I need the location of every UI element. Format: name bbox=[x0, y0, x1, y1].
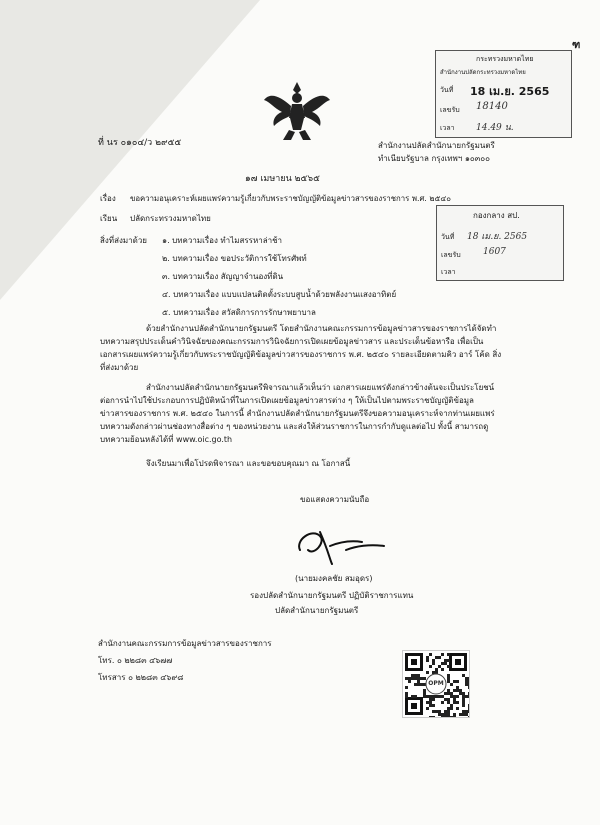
stamp2-no-label: เลขรับ bbox=[441, 251, 461, 259]
stamp2-no-value: 1607 bbox=[483, 247, 506, 257]
reference-number: ที่ นร ๐๑๐๔/ว ๒๙๕๕ bbox=[98, 138, 182, 148]
stamp-org: กระทรวงมหาดไทย bbox=[476, 55, 534, 63]
stamp2-date-value: 18 เม.ย. 2565 bbox=[467, 232, 528, 242]
signature-image bbox=[290, 520, 390, 570]
enclosure-item: ๓. บทความเรื่อง สัญญาจำนองที่ดิน bbox=[162, 272, 284, 281]
stamp2-title: กองกลาง สป. bbox=[473, 211, 520, 220]
footer-telephone: โทร. ๐ ๒๒๘๓ ๔๖๗๗ bbox=[98, 656, 173, 665]
document-date: ๑๗ เมษายน ๒๕๖๕ bbox=[245, 174, 320, 184]
subject-label: เรื่อง bbox=[100, 194, 116, 203]
stamp-time-value: 14.49 น. bbox=[476, 123, 514, 133]
paragraph-1: ด้วยสำนักงานปลัดสำนักนายกรัฐมนตรี โดยสำนักงานคณะกรรมการข้อมูลข่าวสารของราชการได้จัดทำบทความสรุปประเด็นคำวินิจฉัยของคณะกรรมการวินิจฉัยการเปิดเผยข้อมูลข่าวสาร และประเด็นข้อหารือ เพื่อเป็นเอกสารเผยแพร่ความรู้เกี่ยวกับพระราชบัญญัติข้อมูลข่าวสารของราชการ พ.ศ. ๒๕๔๐ รายละเอียดตามคิว อาร์ โค้ด สิ่งที่ส่งมาด้วย bbox=[100, 324, 502, 372]
enclosure-item: ๑. บทความเรื่อง ทำไมสรรหาล่าช้า bbox=[162, 236, 283, 245]
paragraph-2: สำนักงานปลัดสำนักนายกรัฐมนตรีพิจารณาแล้วเห็นว่า เอกสารเผยแพร่ดังกล่าวข้างต้นจะเป็นประโยชน์ต่อการนำไปใช้ประกอบการปฏิบัติหน้าที่ในการเปิดเผยข้อมูลข่าวสารต่าง ๆ ให้เป็นไปตามพระราชบัญญัติข้อมูลข่าวสารของราชการ พ.ศ. ๒๕๔๐ ในการนี้ สำนักงานปลัดสำนักนายกรัฐมนตรีจึงขอความอนุเคราะห์จากท่านเผยแพร่บทความดังกล่าวผ่านช่องทางสื่อต่าง ๆ ของหน่วยงาน และส่งให้ส่วนราชการในการกำกับดูแลต่อไป ทั้งนี้ สามารถดูบทความย้อนหลังได้ที่ www.oic.go.th bbox=[100, 383, 495, 444]
footer-office: สำนักงานคณะกรรมการข้อมูลข่าวสารของราชการ bbox=[98, 639, 272, 648]
to-text: ปลัดกระทรวงมหาดไทย bbox=[130, 214, 211, 223]
closing-salutation: ขอแสดงความนับถือ bbox=[300, 495, 370, 504]
stamp-no-label: เลขรับ bbox=[440, 106, 460, 114]
garuda-emblem bbox=[262, 78, 332, 144]
receipt-stamp-division bbox=[436, 205, 564, 281]
enclosure-item: ๔. บทความเรื่อง แบบแปลนติดตั้งระบบสูบน้ำด้วยพลังงานแสงอาทิตย์ bbox=[162, 290, 397, 299]
corner-mark: ฑ bbox=[572, 40, 581, 51]
sender-address: ทำเนียบรัฐบาล กรุงเทพฯ ๑๐๓๐๐ bbox=[378, 154, 491, 163]
footer-fax: โทรสาร ๐ ๒๒๘๓ ๔๖๙๘ bbox=[98, 673, 184, 682]
enclosure-label: สิ่งที่ส่งมาด้วย bbox=[100, 236, 147, 245]
subject-text: ขอความอนุเคราะห์เผยแพร่ความรู้เกี่ยวกับพระราชบัญญัติข้อมูลข่าวสารของราชการ พ.ศ. ๒๕๔๐ bbox=[130, 194, 452, 203]
enclosure-item: ๒. บทความเรื่อง ขอประวัติการใช้โทรศัพท์ bbox=[162, 254, 307, 263]
qr-code[interactable] bbox=[402, 650, 470, 718]
stamp-org-sub: สำนักงานปลัดกระทรวงมหาดไทย bbox=[440, 69, 526, 76]
sender-office: สำนักงานปลัดสำนักนายกรัฐมนตรี bbox=[378, 141, 495, 150]
enclosure-item: ๕. บทความเรื่อง สวัสดิการการรักษาพยาบาล bbox=[162, 308, 316, 317]
receipt-stamp-ministry bbox=[435, 50, 572, 138]
closing-request: จึงเรียนมาเพื่อโปรดพิจารณา และขอขอบคุณมา ณ โอกาสนี้ bbox=[146, 459, 351, 468]
to-label: เรียน bbox=[100, 214, 118, 223]
stamp2-time-label: เวลา bbox=[441, 268, 456, 276]
signer-name: (นายมงคลชัย สมอุดร) bbox=[295, 574, 373, 583]
stamp-time-label: เวลา bbox=[440, 124, 455, 132]
stamp-no-value: 18140 bbox=[476, 101, 508, 112]
signer-title-1: รองปลัดสำนักนายกรัฐมนตรี ปฏิบัติราชการแทน bbox=[250, 591, 414, 600]
qr-logo-label: OPM bbox=[428, 680, 444, 687]
stamp-date-label: วันที่ bbox=[440, 86, 454, 94]
stamp2-date-label: วันที่ bbox=[441, 233, 455, 241]
signer-title-2: ปลัดสำนักนายกรัฐมนตรี bbox=[275, 606, 359, 615]
stamp-date-value: 18 เม.ย. 2565 bbox=[470, 85, 550, 98]
